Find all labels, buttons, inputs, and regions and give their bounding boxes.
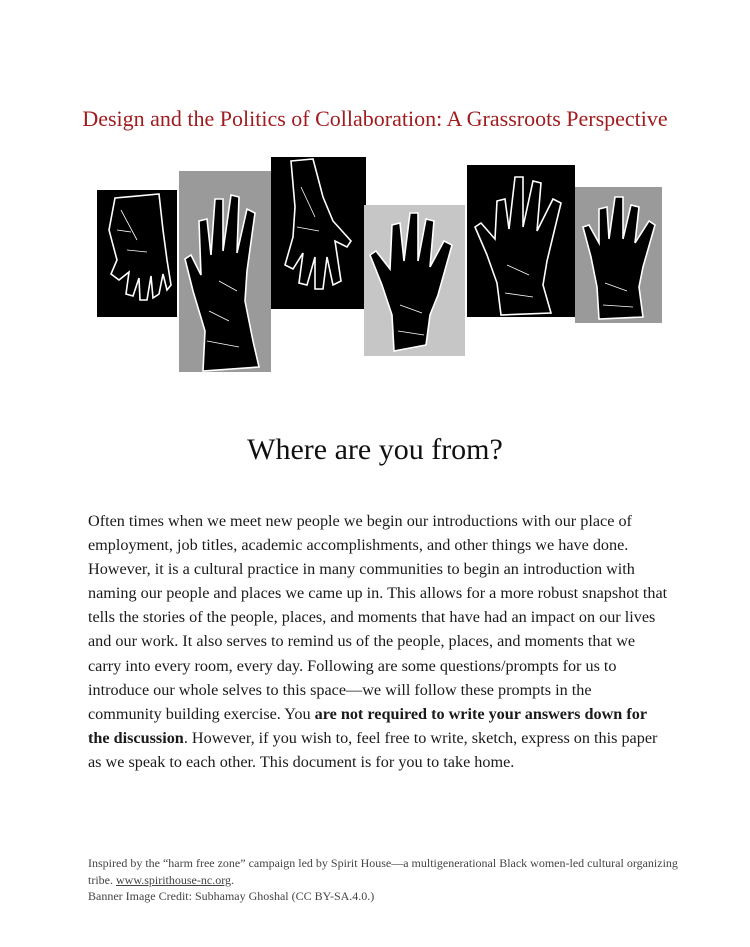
hand-up-icon — [364, 205, 465, 356]
banner-image-credit: Banner Image Credit: Subhamay Ghoshal (CC BY-SA.4.0.) — [88, 889, 375, 903]
hand-panel-2-icon — [179, 171, 271, 372]
hand-panel-3-icon — [271, 157, 366, 309]
footer-inspiration: Inspired by the “harm free zone” campaign led by Spirit House—a multigenerational Black women-led cultural organizing tribe. — [88, 856, 678, 887]
hand-up-icon — [467, 165, 575, 317]
body-text-part-1: Often times when we meet new people we begin our introductions with our place of employment, job titles, academic accomplishments, and other things we have done. However, it is a cultural practice in many communities to begin an introduction with naming our people and places we came up in. This allows for a more robust snapshot that tells the stories of the people, places, and moments that have had an impact on our lives and our work. It also serves to remind us of the people, places, and moments that we carry into every room, every day. Following are some questions/prompts for us to introduce our whole selves to this space—we will follow these prompts in the community building exercise. You — [88, 512, 668, 723]
hand-up-icon — [575, 187, 662, 323]
footer-credits — [88, 855, 678, 905]
hand-down-icon — [97, 190, 177, 317]
document-title: Design and the Politics of Collaboration: A Grassroots Perspective — [82, 106, 668, 131]
footer-link-suffix: . — [230, 872, 234, 887]
hand-down-icon — [271, 157, 366, 309]
hand-up-icon — [179, 171, 271, 372]
body-text-part-2: . However, if you wish to, feel free to write, sketch, express on this paper as we speak to each other. This document is for you to take home. — [88, 728, 658, 771]
hand-panel-4-icon — [364, 205, 465, 356]
body-paragraph — [88, 509, 668, 774]
hand-panel-6-icon — [575, 187, 662, 323]
hand-panel-1-icon — [97, 190, 177, 317]
section-heading: Where are you from? — [247, 433, 503, 466]
hand-panel-5-icon — [467, 165, 575, 317]
body-text-bold: are not required to write your answers down for the discussion — [88, 704, 647, 747]
spirit-house-link[interactable]: www.spirithouse-nc.org — [116, 872, 231, 887]
